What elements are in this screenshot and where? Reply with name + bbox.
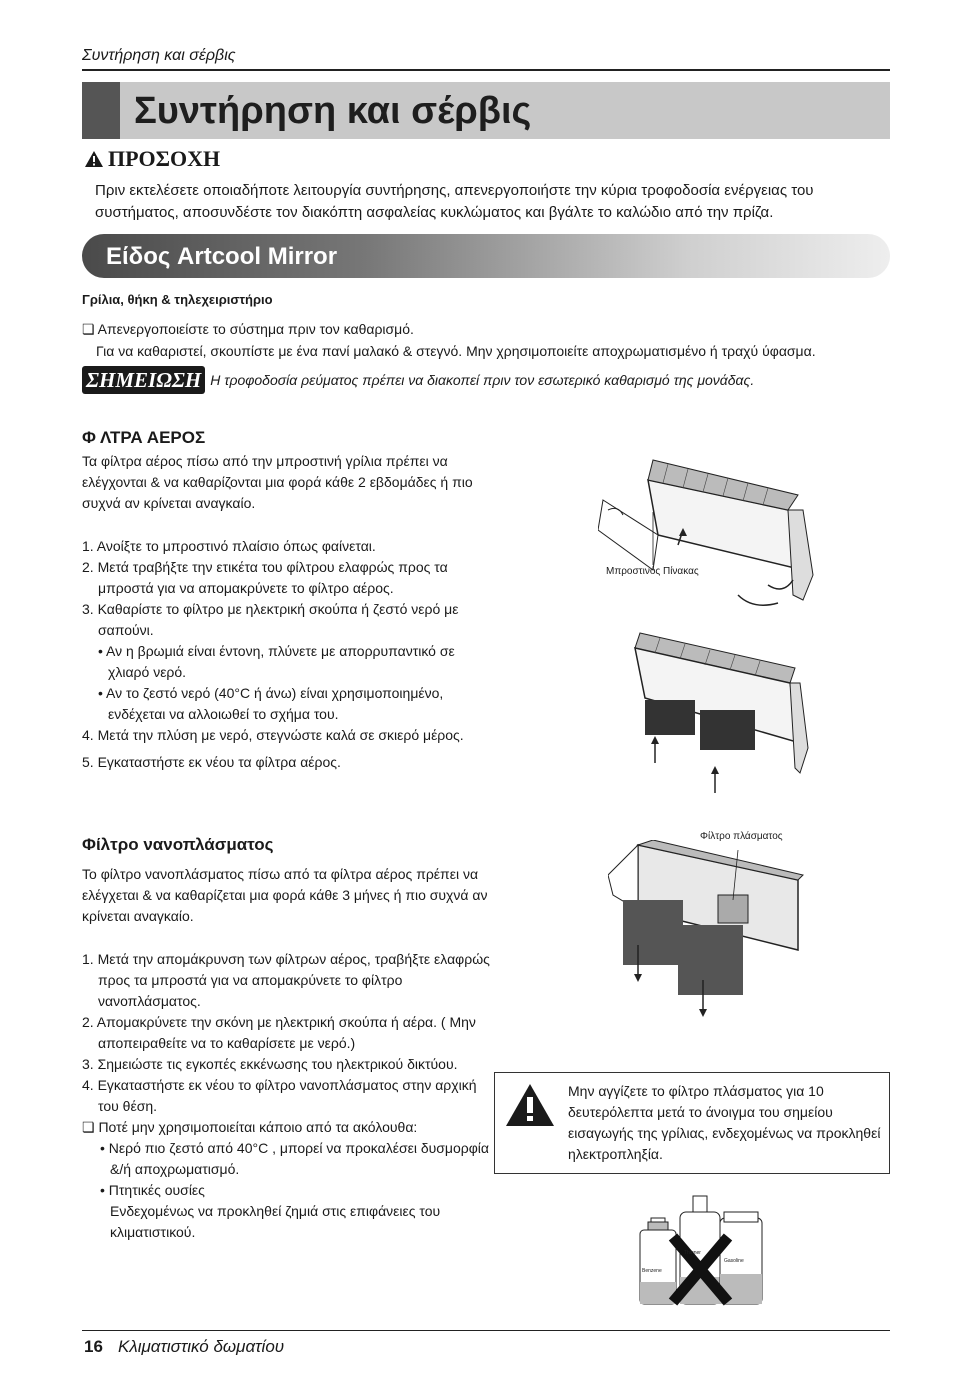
warning-box	[494, 1072, 890, 1174]
running-header: Συντήρηση και σέρβις	[82, 47, 236, 64]
air-step: 4. Μετά την πλύση με νερό, στεγνώστε καλά σε σκιερό μέρος.	[82, 727, 464, 743]
plasma-step: 1. Μετά την απομάκρυνση των φίλτρων αέρος, τραβήξτε ελαφρώς προς τα μπροστά για να απομακρύνετε το φίλτρο νανοπλάσματος.	[82, 951, 490, 1009]
caution-heading	[84, 146, 220, 172]
plasma-step: • Πτητικές ουσίες	[100, 1182, 205, 1198]
section-title: Είδος Artcool Mirror	[106, 243, 338, 270]
footer-text: Κλιματιστικό δωματίου	[118, 1337, 285, 1356]
footer-rule	[82, 1330, 890, 1331]
air-step: • Αν το ζεστό νερό (40°C ή άνω) είναι χρησιμοποιημένο, ενδέχεται να αλλοιωθεί το σχήμα του.	[98, 685, 444, 722]
note-badge: ΣΗΜΕΙΩΣΗ	[82, 366, 205, 394]
air-step: 1. Ανοίξτε το μπροστινό πλαίσιο όπως φαίνεται.	[82, 538, 376, 554]
plasma-step: 2. Απομακρύνετε την σκόνη με ηλεκτρική σκούπα ή αέρα. ( Μην αποπειραθείτε να το καθαρίσετε με νερό.)	[82, 1014, 476, 1051]
note	[82, 366, 754, 394]
grille-line2: Για να καθαριστεί, σκουπίστε με ένα πανί μαλακό & στεγνό. Μην χρησιμοποιείτε αποχρωματισμένο ή τραχύ ύφασμα.	[96, 343, 816, 359]
warning-triangle-icon	[84, 150, 104, 168]
warning-text: Μην αγγίζετε το φίλτρο πλάσματος για 10 δευτερόλεπτα μετά το άνοιγμα του σημείου εισαγωγής της γρίλιας, ενδεχομένως να προκληθεί ηλεκτροπληξία.	[568, 1083, 881, 1162]
page-number: 16	[84, 1337, 103, 1356]
grille-text	[82, 318, 816, 362]
front-panel-caption: Μπροστινός Πίνακας	[606, 566, 699, 577]
plasma-step: ❏ Ποτέ μην χρησιμοποιείται κάποιο από τα ακόλουθα:	[82, 1119, 418, 1135]
title-bar	[82, 82, 890, 139]
page-title: Συντήρηση και σέρβις	[134, 90, 532, 132]
plasma-step: 3. Σημειώστε τις εγκοπές εκκένωσης του ηλεκτρικού δικτύου.	[82, 1056, 458, 1072]
plasma-step: Ενδεχομένως να προκληθεί ζημιά στις επιφάνειες του κλιματιστικού.	[110, 1203, 441, 1240]
chemicals-illustration	[638, 1192, 764, 1306]
note-text: Η τροφοδοσία ρεύματος πρέπει να διακοπεί πριν τον εσωτερικό καθαρισμό της μονάδας.	[210, 372, 755, 388]
front-panel-illustration	[598, 450, 818, 620]
air-step: • Αν η βρωμιά είναι έντονη, πλύνετε με απορρυπαντικό σε χλιαρό νερό.	[98, 643, 455, 680]
plasma-filter-intro: Το φίλτρο νανοπλάσματος πίσω από τα φίλτρα αέρος πρέπει να ελέγχεται & να καθαρίζεται μια φορά κάθε 3 μήνες ή πιο συχνά αν κρίνεται αναγκαίο.	[82, 866, 488, 924]
plasma-step: • Νερό πιο ζεστό από 40°C , μπορεί να προκαλέσει δυσμορφία &/ή αποχρωματισμό.	[100, 1140, 490, 1177]
grille-line1: ❏ Απενεργοποιείστε το σύστημα πριν τον καθαρισμό.	[82, 321, 414, 337]
grille-heading: Γρίλια, θήκη & τηλεχειριστήριο	[82, 292, 273, 307]
title-block	[82, 82, 120, 139]
warning-triangle-icon	[505, 1083, 555, 1127]
air-filter-illustration	[600, 628, 810, 803]
air-filter-intro: Τα φίλτρα αέρος πίσω από την μπροστινή γρίλια πρέπει να ελέγχονται & να καθαρίζονται μια φορά κάθε 2 εβδομάδες ή πιο συχνά αν κρίνεται αναγκαίο.	[82, 453, 473, 511]
bottle-label: Gasoline	[724, 1258, 744, 1264]
caution-text: Πριν εκτελέσετε οποιαδήποτε λειτουργία συντήρησης, απενεργοποιήστε την κύρια τροφοδοσία ενέργειας του συστήματος, αποσυνδέστε τον διακόπτη ασφαλείας κυκλώματος και βγάλτε το καλώδιο από την πρίζα.	[95, 182, 814, 221]
plasma-filter-illustration	[608, 840, 808, 1030]
air-filter-heading: Φ ΛΤΡΑ ΑΕΡΟΣ	[82, 428, 206, 447]
air-step: 2. Μετά τραβήξτε την ετικέτα του φίλτρου ελαφρώς προς τα μπροστά για να απομακρύνετε το φίλτρο αέρος.	[82, 559, 448, 596]
air-filter-steps	[82, 536, 492, 773]
air-step: 3. Καθαρίστε το φίλτρο με ηλεκτρική σκούπα ή ζεστό νερό με σαπούνι.	[82, 601, 459, 638]
header-rule	[82, 69, 890, 71]
plasma-filter-caption: Φίλτρο πλάσματος	[700, 831, 783, 842]
plasma-step: 4. Εγκαταστήστε εκ νέου το φίλτρο νανοπλάσματος στην αρχική του θέση.	[82, 1077, 477, 1114]
plasma-filter-steps	[82, 949, 492, 1243]
bottle-label: Thinner	[684, 1250, 701, 1256]
plasma-filter-heading: Φίλτρο νανοπλάσματος	[82, 835, 274, 854]
air-step: 5. Εγκαταστήστε εκ νέου τα φίλτρα αέρος.	[82, 754, 341, 770]
caution-label: ΠΡΟΣΟΧΗ	[108, 146, 221, 171]
section-band	[82, 234, 890, 278]
bottle-label: Benzene	[642, 1268, 662, 1274]
